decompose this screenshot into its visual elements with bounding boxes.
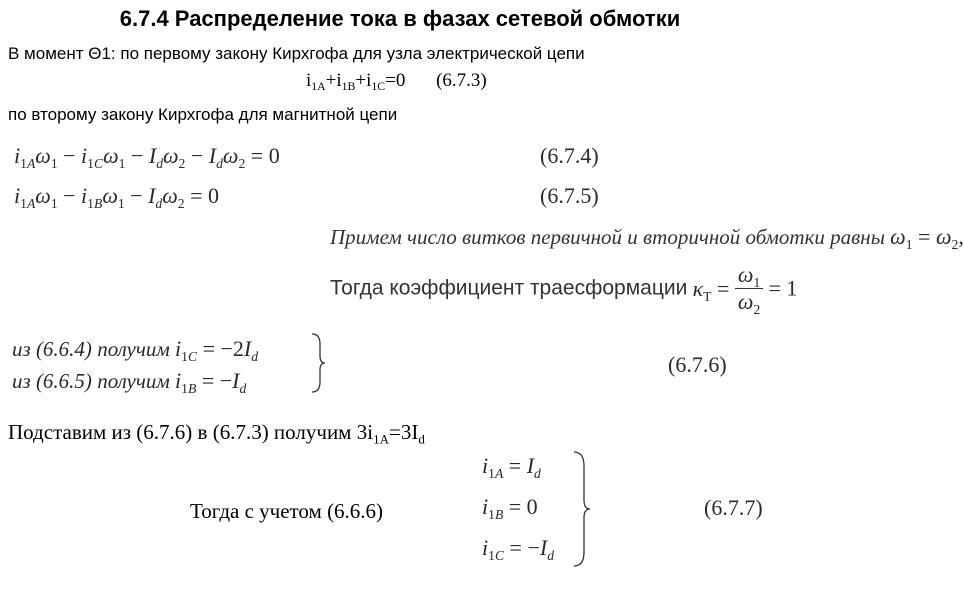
equation-ref-673: (6.7.3) bbox=[436, 70, 487, 91]
equation-ref-674: (6.7.4) bbox=[540, 143, 599, 168]
ratio-fraction: $\frac{\omega_1}{\omega_2}$ bbox=[735, 262, 763, 315]
equation-ref-677: (6.7.7) bbox=[704, 495, 763, 520]
equation-675: $i_{1A}\omega_1 - i_{1B}\omega_1 - I_d\omega_2 = 0$ bbox=[14, 183, 220, 211]
page-title: 6.7.4 Распределение тока в фазах сетевой обмотки bbox=[119, 6, 681, 31]
system-line-2: $i_{1B} = 0$ bbox=[482, 494, 538, 522]
substitute-line: Подставим из (6.7.6) в (6.7.3) получим $3i_{1A}=3I_d$ bbox=[8, 420, 425, 447]
equation-ref-676: (6.7.6) bbox=[668, 352, 727, 377]
system-line-1: $i_{1A} = I_d$ bbox=[482, 453, 541, 481]
right-brace-icon bbox=[572, 450, 592, 568]
ratio-text: Тогда коэффициент траесформации bbox=[330, 276, 688, 300]
result-line-1: из (6.6.4) получим $i_{1C} = -2I_d$ bbox=[12, 336, 259, 364]
kcl-equation: $i_{1A}+i_{1B}+i_{1C}=0$ (6.7.3) bbox=[306, 70, 487, 94]
result-line-2: из (6.6.5) получим $i_{1B} = -I_d$ bbox=[12, 368, 247, 396]
ratio-line: Тогда коэффициент траесформации $\kappa_T$ = $\frac{\omega_1}{\omega_2}$ = 1 bbox=[330, 262, 798, 317]
equation-ref-675: (6.7.5) bbox=[540, 183, 599, 208]
second-law-line: по второму закону Кирхгофа для магнитной цепи bbox=[8, 105, 398, 124]
equation-674: $i_{1A}\omega_1 - i_{1C}\omega_1 - I_d\omega_2 - I_d\omega_2 = 0$ bbox=[14, 143, 280, 171]
system-line-3: $i_{1C} = -I_d$ bbox=[482, 535, 554, 563]
intro-line: В момент Θ1: по первому закону Кирхгофа для узла электрической цепи bbox=[8, 44, 585, 63]
right-brace-icon bbox=[310, 332, 326, 394]
turns-line: Примем число витков первичной и вторичной обмотки равны $\omega_1 = \omega_2$, bbox=[330, 224, 964, 252]
then-text: Тогда с учетом (6.6.6) bbox=[190, 499, 384, 523]
turns-text: Примем число витков первичной и вторичной обмотки равны bbox=[330, 225, 885, 249]
